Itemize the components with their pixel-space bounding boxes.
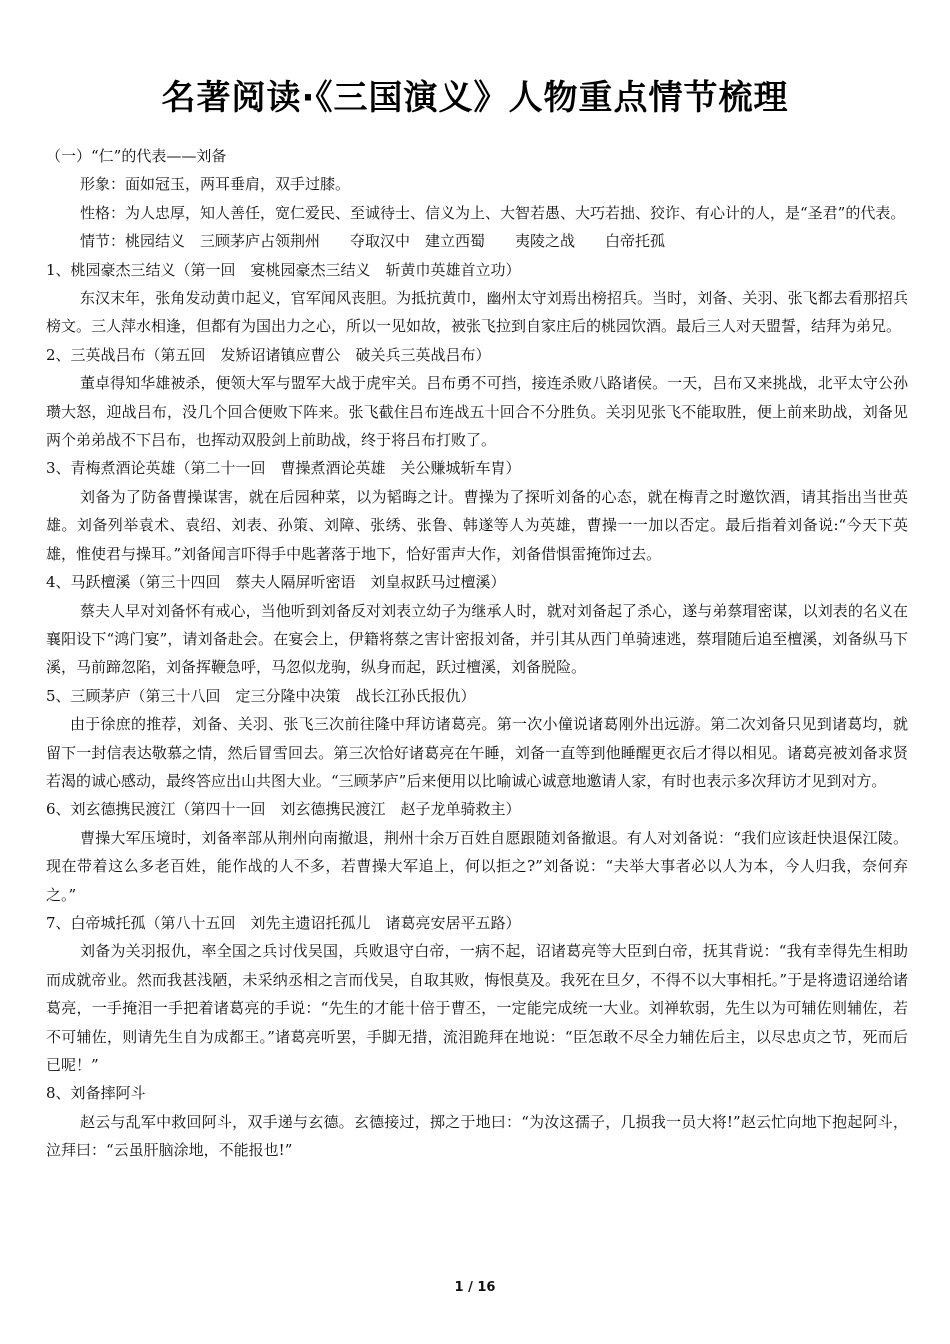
episode-text: 曹操大军压境时，刘备率部从荆州向南撤退，荆州十余万百姓自愿跟随刘备撤退。有人对刘备说：“我们应该赶快退保江陵。现在带着这么多老百姓，能作战的人不多，若曹操大军追上，何以拒之?”刘备说：“夫举大事者必以人为本，今人归我，奈何弃之。” bbox=[46, 828, 908, 904]
section-heading: （一）“仁”的代表——刘备 bbox=[46, 147, 227, 165]
image-description: 形象：面如冠玉，两耳垂肩，双手过膝。 bbox=[80, 175, 351, 194]
episode-text: 刘备为了防备曹操谋害，就在后园种菜，以为韬晦之计。曹操为了探听刘备的心态，就在梅青之时邀饮酒，请其指出当世英雄。刘备列举袁术、袁绍、刘表、孙策、刘障、张绣、张鲁、韩遂等人为英雄，曹操一一加以否定。最后指着刘备说:“今天下英雄，惟使君与操耳。”刘备闻言吓得手中匙著落于地下，恰好雷声大作，刘备借惧雷掩饰过去。 bbox=[46, 487, 908, 563]
episode-heading: 7、白帝城托孤（第八十五回 刘先主遗诏托孤儿 诸葛亮安居平五路） bbox=[46, 913, 521, 932]
document-body bbox=[46, 142, 908, 1165]
episode-heading: 6、刘玄德携民渡江（第四十一回 刘玄德携民渡江 赵子龙单骑救主） bbox=[46, 800, 521, 819]
character-description: 性格：为人忠厚，知人善任，宽仁爱民、至诚待士、信义为上、大智若愚、大巧若拙、狡诈、有心计的人，是“圣君”的代表。 bbox=[80, 203, 906, 222]
episode-text: 蔡夫人早对刘备怀有戒心，当他听到刘备反对刘表立幼子为继承人时，就对刘备起了杀心，遂与弟蔡瑁密谋，以刘表的名义在襄阳设下“鸿门宴”，请刘备赴会。在宴会上，伊籍将蔡之害计密报刘备，并引其从西门单骑速逃，蔡瑁随后追至檀溪，刘备纵马下溪，马前蹄忽陷，刘备挥鞭急呼，马忽似龙驹，纵身而起，跃过檀溪，刘备脱险。 bbox=[46, 601, 908, 677]
episode-text: 由于徐庶的推荐，刘备、关羽、张飞三次前往隆中拜访诸葛亮。第一次小僮说诸葛刚外出远游。第二次刘备只见到诸葛均，就留下一封信表达敬慕之情，然后冒雪回去。第三次恰好诸葛亮在午睡，刘备一直等到他睡醒更衣后才得以相见。诸葛亮被刘备求贤若渴的诚心感动，最终答应出山共图大业。“三顾茅庐”后来便用以比喻诚心诚意地邀请人家，有时也表示多次拜访才见到对方。 bbox=[46, 715, 908, 790]
episode-heading: 8、刘备摔阿斗 bbox=[46, 1084, 146, 1103]
episode-heading: 2、三英战吕布（第五回 发矫诏诸镇应曹公 破关兵三英战吕布） bbox=[46, 345, 491, 364]
episode-text: 董卓得知华雄被杀，便领大军与盟军大战于虎牢关。吕布勇不可挡，接连杀败八路诸侯。一天，吕布又来挑战，北平太守公孙瓒大怒，迎战吕布，没几个回合便败下阵来。张飞截住吕布连战五十回合不分胜负。关羽见张飞不能取胜，便上前来助战，刘备见两个弟弟战不下吕布，也挥动双股剑上前助战，终于将吕布打败了。 bbox=[46, 374, 908, 450]
episode-text: 赵云与乱军中救回阿斗，双手递与玄德。玄德接过，掷之于地曰：“为汝这孺子，几损我一员大将!”赵云忙向地下抱起阿斗，泣拜曰：“云虽肝脑涂地，不能报也!” bbox=[46, 1112, 908, 1160]
episode-text: 刘备为关羽报仇，率全国之兵讨伐吴国，兵败退守白帝，一病不起，诏诸葛亮等大臣到白帝，抚其背说：“我有幸得先生相助而成就帝业。然而我甚浅陋，未采纳丞相之言而伐吴，自取其败，悔恨莫及。我死在旦夕，不得不以大事相托。”于是将遗诏递给诸葛亮，一手掩泪一手把着诸葛亮的手说：“先生的才能十倍于曹丕，一定能完成统一大业。刘禅软弱，先生以为可辅佐则辅佐，若不可辅佐，则请先生自为成都王。”诸葛亮听罢，手脚无措，流泪跪拜在地说：“臣怎敢不尽全力辅佐后主，以尽忠贞之节，死而后已呢！” bbox=[46, 942, 908, 1074]
episode-heading: 3、青梅煮酒论英雄（第二十一回 曹操煮酒论英雄 关公赚城斩车胄） bbox=[46, 459, 521, 478]
page-number: 1 / 16 bbox=[454, 1280, 496, 1295]
episode-heading: 1、桃园豪杰三结义（第一回 宴桃园豪杰三结义 斩黄巾英雄首立功） bbox=[46, 260, 521, 279]
page-title: 名著阅读·《三国演义》人物重点情节梳理 bbox=[161, 78, 789, 118]
episode-text: 东汉末年，张角发动黄巾起义，官军闻风丧胆。为抵抗黄巾，幽州太守刘焉出榜招兵。当时，刘备、关羽、张飞都去看那招兵榜文。三人萍水相逢，但都有为国出力之心，所以一见如故，被张飞拉到自家庄后的桃园饮酒。最后三人对天盟誓，结拜为弟兄。 bbox=[46, 289, 908, 336]
plot-summary: 情节：桃园结义 三顾茅庐占领荆州 夺取汉中 建立西蜀 夷陵之战 白帝托孤 bbox=[80, 232, 666, 251]
episode-heading: 4、马跃檀溪（第三十四回 蔡夫人隔屏听密语 刘皇叔跃马过檀溪） bbox=[46, 573, 506, 592]
episode-heading: 5、三顾茅庐（第三十八回 定三分隆中决策 战长江孙氏报仇） bbox=[46, 686, 476, 705]
